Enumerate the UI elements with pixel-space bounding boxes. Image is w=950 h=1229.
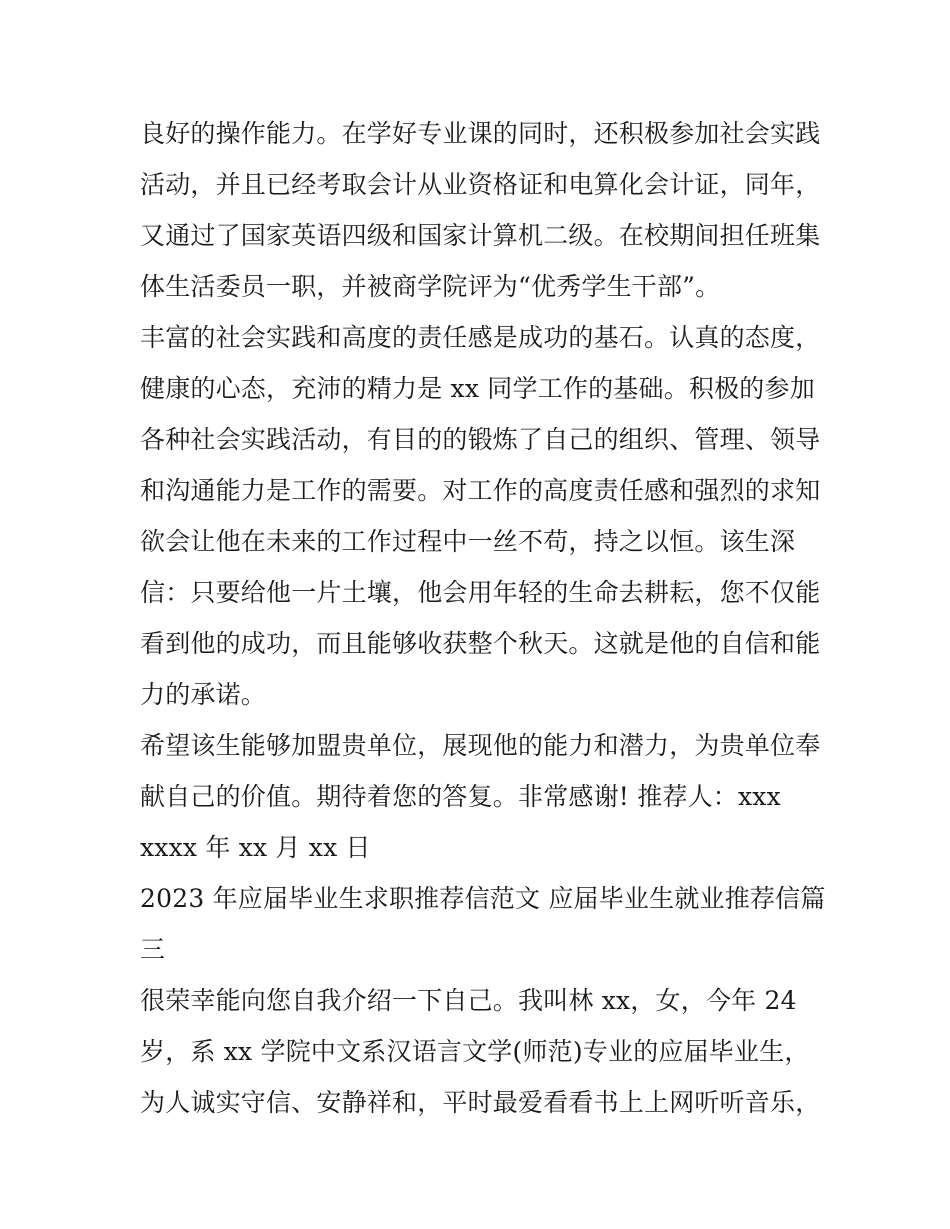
text-line: 体生活委员一职，并被商学院评为“优秀学生干部”。 (140, 272, 721, 301)
section-heading: 2023 年应届毕业生求职推荐信范文 应届毕业生就业推荐信篇 (140, 884, 826, 913)
text-line: 活动，并且已经考取会计从业资格证和电算化会计证，同年， (140, 170, 821, 199)
text-line: 丰富的社会实践和高度的责任感是成功的基石。认真的态度， (140, 323, 821, 352)
text-line: 为人诚实守信、安静祥和，平时最爱看看书上上网听听音乐， (140, 1088, 821, 1117)
text-line: 岁，系 xx 学院中文系汉语言文学(师范)专业的应届毕业生， (140, 1037, 810, 1066)
document-body (140, 108, 826, 1128)
text-line: 很荣幸能向您自我介绍一下自己。我叫林 xx，女，今年 24 (140, 986, 797, 1015)
section-heading: 三 (140, 935, 166, 964)
text-line: 信：只要给他一片土壤，他会用年轻的生命去耕耘，您不仅能 (140, 578, 821, 607)
text-line: 力的承诺。 (140, 680, 267, 709)
text-line: 和沟通能力是工作的需要。对工作的高度责任感和强烈的求知 (140, 476, 821, 505)
text-line: 欲会让他在未来的工作过程中一丝不苟，持之以恒。该生深 (140, 527, 796, 556)
text-line: 看到他的成功，而且能够收获整个秋天。这就是他的自信和能 (140, 629, 821, 658)
date-line: xxxx 年 xx 月 xx 日 (140, 833, 371, 862)
text-line: 良好的操作能力。在学好专业课的同时，还积极参加社会实践 (140, 119, 821, 148)
text-line: 健康的心态，充沛的精力是 xx 同学工作的基础。积极的参加 (140, 374, 815, 403)
text-line: 又通过了国家英语四级和国家计算机二级。在校期间担任班集 (140, 221, 821, 250)
text-line: 希望该生能够加盟贵单位，展现他的能力和潜力，为贵单位奉 (140, 731, 821, 760)
text-line: 献自己的价值。期待着您的答复。非常感谢! 推荐人：xxx (140, 782, 781, 811)
text-line: 各种社会实践活动，有目的的锻炼了自己的组织、管理、领导 (140, 425, 821, 454)
